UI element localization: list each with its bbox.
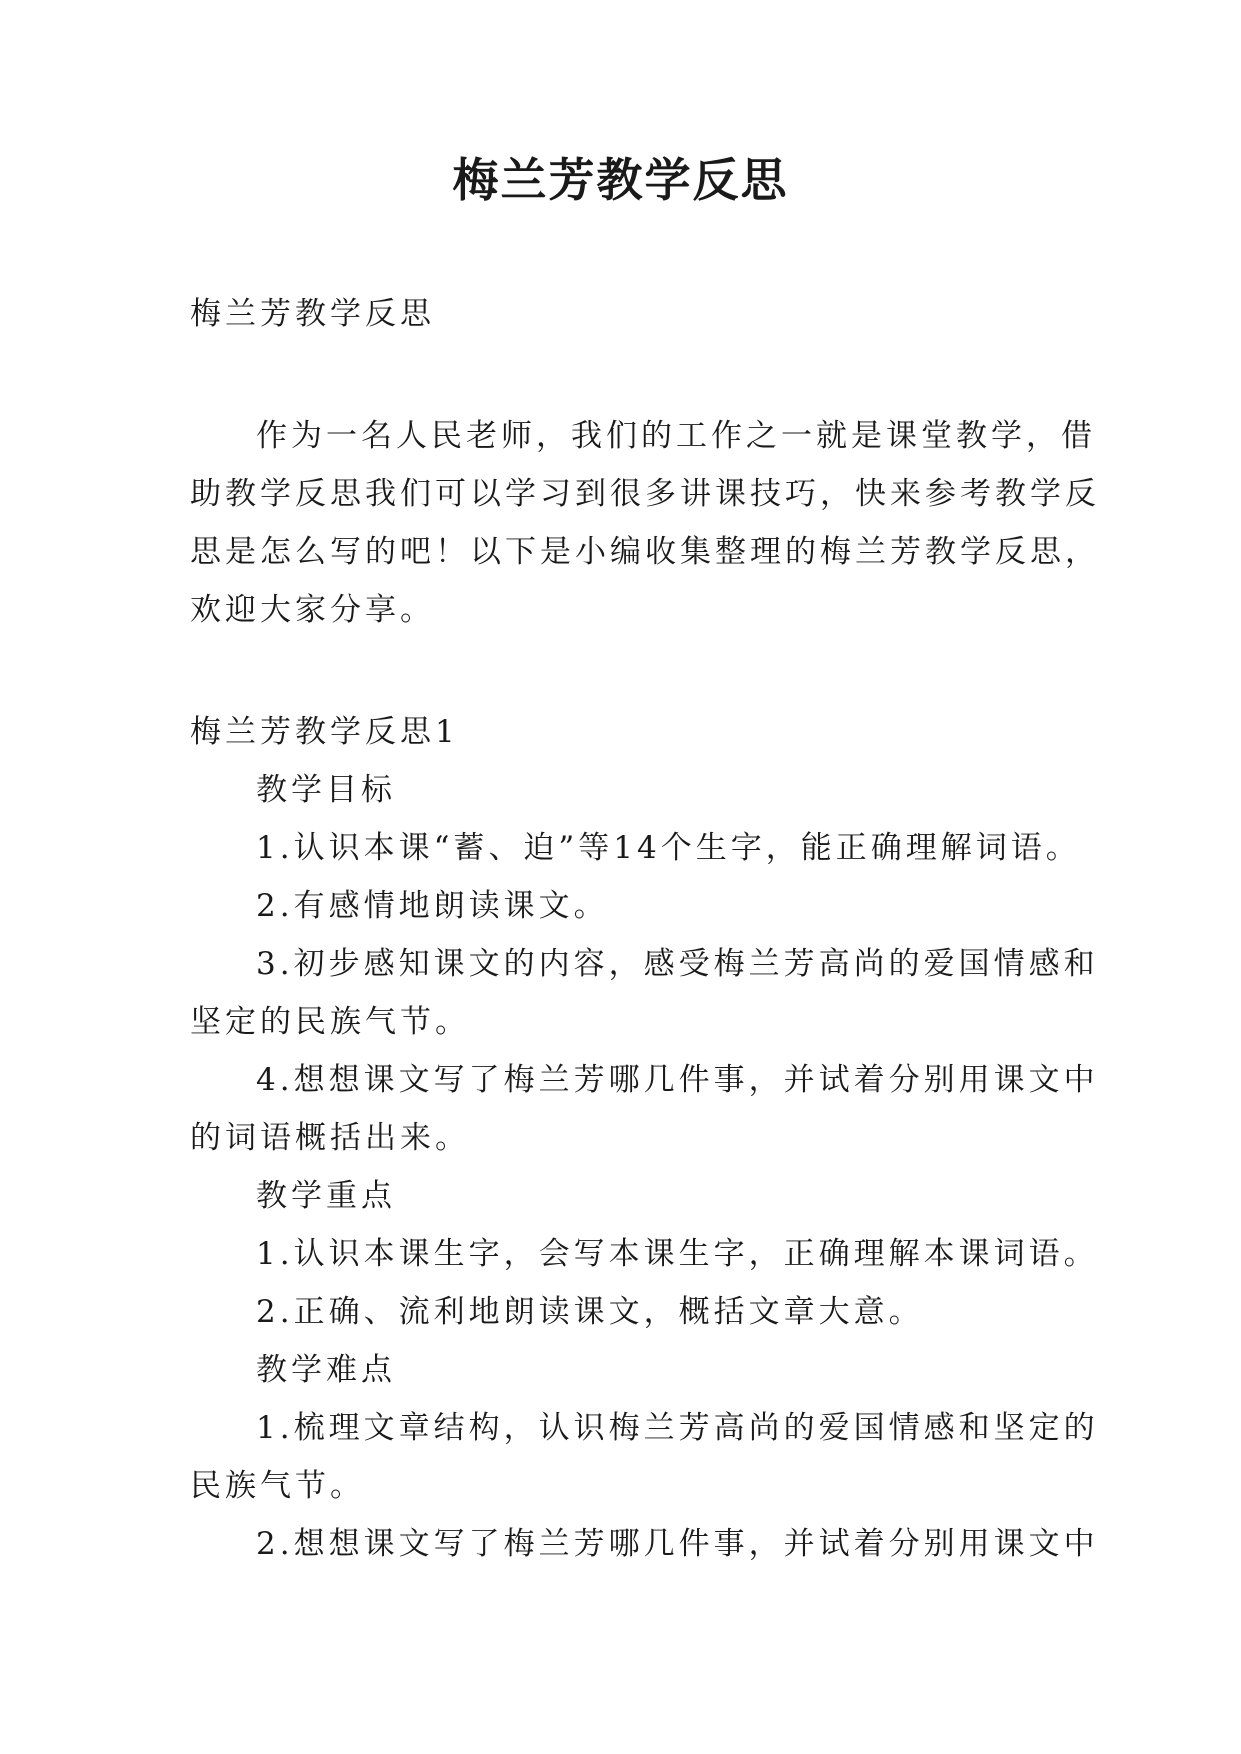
objective-item-3-line-1: 3.初步感知课文的内容，感受梅兰芳高尚的爱国情感和 — [256, 946, 1099, 982]
objective-item-4-line-1: 4.想想课文写了梅兰芳哪几件事，并试着分别用课文中 — [256, 1062, 1099, 1098]
key-point-item-2: 2.正确、流利地朗读课文，概括文章大意。 — [256, 1294, 924, 1330]
intro-line-2: 助教学反思我们可以学习到很多讲课技巧，快来参考教学反 — [190, 476, 1100, 512]
difficulty-item-1-line-1: 1.梳理文章结构，认识梅兰芳高尚的爱国情感和坚定的 — [256, 1410, 1099, 1446]
intro-line-4: 欢迎大家分享。 — [190, 592, 435, 628]
document-body — [190, 285, 1100, 1573]
objective-item-2: 2.有感情地朗读课文。 — [256, 888, 609, 924]
objective-item-3-line-2: 坚定的民族气节。 — [190, 1004, 470, 1040]
objective-item-4-line-2: 的词语概括出来。 — [190, 1120, 470, 1156]
difficulty-item-2-line-1: 2.想想课文写了梅兰芳哪几件事，并试着分别用课文中 — [256, 1526, 1099, 1562]
key-points-heading: 教学重点 — [256, 1178, 396, 1214]
objective-item-1: 1.认识本课“蓄、迫”等14个生字，能正确理解词语。 — [256, 830, 1081, 866]
document-subtitle: 梅兰芳教学反思 — [190, 296, 435, 332]
intro-line-3: 思是怎么写的吧！以下是小编收集整理的梅兰芳教学反思， — [190, 534, 1100, 570]
difficulties-heading: 教学难点 — [256, 1352, 396, 1388]
section-heading: 梅兰芳教学反思1 — [190, 714, 459, 750]
difficulty-item-1-line-2: 民族气节。 — [190, 1468, 365, 1504]
intro-line-1: 作为一名人民老师，我们的工作之一就是课堂教学，借 — [256, 418, 1096, 454]
document-title: 梅兰芳教学反思 — [452, 153, 789, 207]
objectives-heading: 教学目标 — [256, 772, 396, 808]
key-point-item-1: 1.认识本课生字，会写本课生字，正确理解本课词语。 — [256, 1236, 1099, 1272]
